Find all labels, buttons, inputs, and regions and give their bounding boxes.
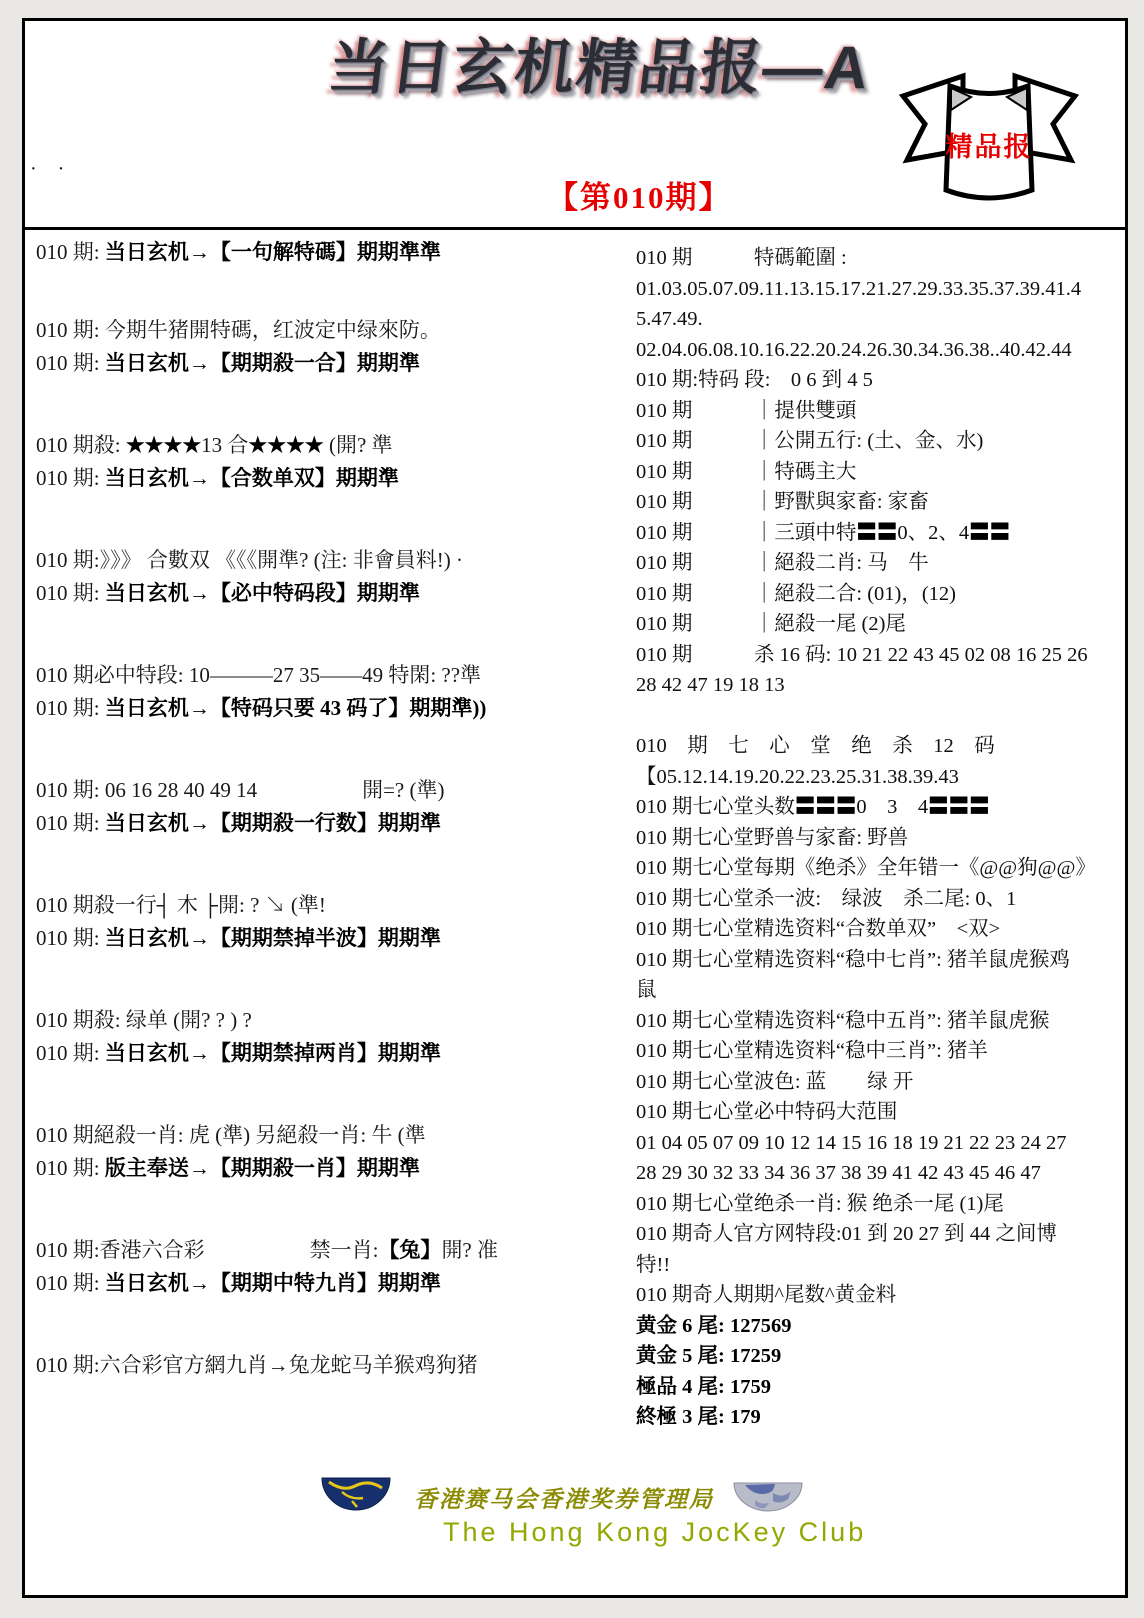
tip-text: 0 3 4 xyxy=(856,796,929,818)
tip-text: 28 29 30 32 33 34 36 37 38 39 41 42 43 45 46 47 xyxy=(636,1162,1041,1184)
tip-text: 010 期七心堂头数 xyxy=(636,796,795,818)
tip-line xyxy=(36,1234,622,1267)
tip-text: 010 期: 06 16 28 40 49 14 xyxy=(36,778,258,802)
tip-text-bold: 版主奉送→【期期殺一肖】期期準 xyxy=(104,1156,420,1180)
info-line xyxy=(636,274,1128,305)
footer xyxy=(0,1455,1144,1565)
tip-text: 28 42 47 19 18 13 xyxy=(636,674,785,696)
info-line xyxy=(636,1280,1128,1311)
tip-text: 010 期奇人官方网特段:01 到 20 27 到 44 之间博 xyxy=(636,1223,1057,1245)
tip-text: 01.03.05.07.09.11.13.15.17.21.27.29.33.35.37.39.41.4 xyxy=(636,277,1082,300)
tip-text: 010 期: 今期牛猪開特碼，红波定中绿來防。 xyxy=(36,318,441,342)
tip-line xyxy=(36,347,622,380)
tip-text-bold: 〓〓〓 xyxy=(794,796,857,818)
info-line xyxy=(636,1402,1128,1433)
info-line xyxy=(636,548,1128,579)
tip-text: 010 期殺一行┤ 木 ├開: ? ↘ (準! xyxy=(36,893,326,917)
info-line xyxy=(636,396,1128,427)
info-line xyxy=(636,1036,1128,1067)
tip-line xyxy=(36,692,622,725)
tip-line xyxy=(36,1037,622,1070)
tip-text-bold: ★★★★ xyxy=(125,433,202,457)
tip-line xyxy=(36,1349,622,1382)
tip-text: 010 期:六合彩官方網九肖→兔龙蛇马羊猴鸡狗猪 xyxy=(36,1353,478,1377)
tip-text: 010 期 ｜絕殺二肖: 马 牛 xyxy=(636,552,929,574)
tip-text-bold: 当日玄机→【期期禁掉两肖】期期準 xyxy=(104,1041,441,1065)
info-line xyxy=(636,945,1128,976)
tip-group xyxy=(36,774,622,840)
globe-icon xyxy=(733,1482,803,1512)
tip-text: 010 期: xyxy=(36,1271,105,1295)
hkjc-chinese-text: 香港赛马会香港奖券管理局 xyxy=(414,1487,714,1512)
tip-line xyxy=(36,659,622,692)
tip-group xyxy=(36,544,622,610)
tip-line xyxy=(36,429,622,462)
tip-text-bold: 終極 3 尾: 179 xyxy=(636,1406,761,1428)
tip-text: 010 期 ｜提供雙頭 xyxy=(636,399,857,422)
tip-text: 02.04.06.08.10.16.22.20.24.26.30.34.36.38..40.42.44 xyxy=(636,338,1072,361)
left-column xyxy=(36,236,622,1431)
info-line xyxy=(636,609,1128,640)
info-line xyxy=(636,457,1128,488)
tip-text: 010 期七心堂杀一波: 绿波 杀二尾: 0、1 xyxy=(636,887,1017,910)
tip-text: 010 期七心堂绝杀一肖: 猴 绝杀一尾 (1)尾 xyxy=(636,1192,1004,1215)
tip-text-bold: 〓〓 xyxy=(856,521,898,544)
info-line xyxy=(636,823,1128,854)
info-line xyxy=(636,1067,1128,1098)
tip-text: 010 期七心堂野兽与家畜: 野兽 xyxy=(636,826,909,849)
tip-text: 開? 准 xyxy=(441,1238,499,1262)
info-line xyxy=(636,853,1128,884)
info-line xyxy=(636,731,1128,762)
tip-text-bold: 当日玄机→【期期中特九肖】期期準 xyxy=(104,1271,441,1295)
info-line xyxy=(636,487,1128,518)
info-line xyxy=(636,365,1128,396)
info-line xyxy=(636,1158,1128,1189)
tip-line xyxy=(36,889,622,922)
tip-text: 010 期: xyxy=(36,926,105,950)
tip-text: 010 期 ｜絕殺二合: (01)，(12) xyxy=(636,582,957,605)
tip-text: 010 期: xyxy=(36,1156,105,1180)
tip-text: 13 合 xyxy=(201,433,249,457)
info-line xyxy=(636,701,1128,732)
tip-text: 010 期殺: xyxy=(36,433,126,457)
issue-number-label: 【第010期】 xyxy=(547,180,732,215)
tip-text-bold: 〓〓〓 xyxy=(928,796,990,818)
info-line xyxy=(636,1219,1128,1250)
tip-text-bold: 極品 4 尾: 1759 xyxy=(636,1375,771,1398)
tip-text: 010 期 七 心 堂 绝 杀 12 码 xyxy=(636,735,995,757)
tip-text: 010 期必中特段: 10———27 35——49 特閑: ??準 xyxy=(36,663,482,687)
tip-text: 010 期七心堂精选资料“稳中三肖”: 猪羊 xyxy=(636,1040,988,1062)
tip-text-bold: 当日玄机→【必中特码段】期期準 xyxy=(104,581,420,605)
tip-text-bold: 当日玄机→【特码只要 43 码了】期期準)) xyxy=(104,696,487,720)
tip-text: 010 期絕殺一肖: 虎 (準) 另絕殺一肖: 牛 (準 xyxy=(36,1123,426,1147)
tip-text: 010 期 杀 16 码: 10 21 22 43 45 02 08 16 25 26 xyxy=(636,643,1088,666)
tip-group xyxy=(36,236,622,269)
tip-text-bold: ★★★★ xyxy=(248,433,324,457)
tip-line xyxy=(36,774,622,807)
tip-text-bold: 当日玄机→【一句解特碼】期期準準 xyxy=(104,240,441,264)
tip-text: 010 期奇人期期^尾数^黄金料 xyxy=(636,1284,897,1306)
info-line xyxy=(636,792,1128,823)
info-line xyxy=(636,640,1128,671)
right-column xyxy=(636,243,1128,1433)
tip-text-bold: 【兔】 xyxy=(378,1238,442,1262)
tip-group xyxy=(36,1349,622,1382)
info-line xyxy=(636,1128,1128,1159)
tip-text-bold: 当日玄机→【合数单双】期期準 xyxy=(104,466,399,490)
hkjc-emblem-icon xyxy=(321,1477,391,1511)
tip-text-bold: 当日玄机→【期期禁掉半波】期期準 xyxy=(104,926,441,950)
info-line xyxy=(636,579,1128,610)
tip-group xyxy=(36,659,622,725)
tip-text: 010 期七心堂每期《绝杀》全年错一《@@狗@@》 xyxy=(636,857,1096,879)
info-line xyxy=(636,1006,1128,1037)
info-line xyxy=(636,304,1128,335)
tip-text: 010 期七心堂波色: 蓝 绿 开 xyxy=(636,1070,914,1093)
tip-text: 010 期七心堂必中特码大范围 xyxy=(636,1101,898,1123)
tip-group xyxy=(36,1004,622,1070)
tip-text-bold: 当日玄机→【期期殺一合】期期準 xyxy=(104,351,420,375)
tip-text-bold: 黄金 5 尾: 17259 xyxy=(636,1345,782,1367)
ribbon-badge-icon xyxy=(893,56,1085,218)
ribbon-banner-icon xyxy=(893,56,1085,218)
info-line xyxy=(636,1372,1128,1403)
tip-line xyxy=(36,807,622,840)
hkjc-english-text: The Hong Kong JocKey Club xyxy=(443,1517,867,1547)
tip-line xyxy=(36,1152,622,1185)
tip-text: 010 期:香港六合彩 xyxy=(36,1238,205,1262)
tip-line xyxy=(36,462,622,495)
info-line xyxy=(636,1250,1128,1281)
tip-line xyxy=(36,236,622,269)
tip-group xyxy=(36,889,622,955)
tip-text: 010 期 ｜絕殺一尾 (2)尾 xyxy=(636,613,906,635)
tip-text: 5.47.49. xyxy=(636,308,703,330)
tip-group xyxy=(36,1234,622,1300)
info-line xyxy=(636,762,1128,793)
tip-text: 【05.12.14.19.20.22.23.25.31.38.39.43 xyxy=(636,765,959,788)
info-line xyxy=(636,1189,1128,1220)
tip-text: 010 期: xyxy=(36,811,105,835)
badge-label: 精品报 xyxy=(945,132,1033,162)
tip-line xyxy=(36,1004,622,1037)
tip-line xyxy=(36,314,622,347)
info-line xyxy=(636,518,1128,549)
info-line xyxy=(636,914,1128,945)
tip-text: 特!! xyxy=(636,1253,671,1276)
info-line xyxy=(636,426,1128,457)
tip-group xyxy=(36,1119,622,1185)
tip-text: 010 期七心堂精选资料“合数单双” <双> xyxy=(636,918,1001,940)
tip-text: 01 04 05 07 09 10 12 14 15 16 18 19 21 22 23 24 27 xyxy=(636,1131,1067,1154)
tip-text: 010 期: xyxy=(36,240,105,264)
tip-text-bold: 黄金 6 尾: 127569 xyxy=(636,1314,792,1337)
tip-line xyxy=(36,544,622,577)
tip-text: 010 期七心堂精选资料“稳中五肖”: 猪羊鼠虎猴 xyxy=(636,1009,1050,1032)
tip-text: 010 期: xyxy=(36,581,105,605)
tip-text: 010 期: xyxy=(36,1041,105,1065)
info-line xyxy=(636,670,1128,701)
tip-text: 010 期 ｜三頭中特 xyxy=(636,521,857,544)
tip-text: 010 期:》》》 合數双 《《《開準? (注: 非會員料!) · xyxy=(36,548,463,572)
tip-text: 鼠 xyxy=(636,979,657,1001)
tip-text: 010 期 特碼範圍 : xyxy=(636,247,847,269)
tip-text-bold: 〓〓 xyxy=(969,521,1011,544)
info-line xyxy=(636,884,1128,915)
info-line xyxy=(636,1341,1128,1372)
tip-line xyxy=(36,922,622,955)
tip-text: 010 期 ｜野獸與家畜: 家畜 xyxy=(636,491,929,513)
tip-text: 010 期 ｜特碼主大 xyxy=(636,460,857,483)
tip-line xyxy=(36,1267,622,1300)
tip-group xyxy=(36,314,622,380)
tip-text: 010 期 ｜公開五行: (土、金、水) xyxy=(636,430,984,452)
tip-line xyxy=(36,1119,622,1152)
tip-text: 010 期殺: 绿单 (開? ? ) ? xyxy=(36,1008,252,1032)
tip-text: 010 期: xyxy=(36,696,105,720)
tip-text: 010 期: xyxy=(36,351,105,375)
header-divider xyxy=(22,227,1128,230)
info-line xyxy=(636,1311,1128,1342)
tip-text: 010 期: xyxy=(36,466,105,490)
tip-text: 010 期七心堂精选资料“稳中七肖”: 猪羊鼠虎猴鸡 xyxy=(636,948,1070,971)
info-line xyxy=(636,335,1128,366)
tip-text: (開? 準 xyxy=(323,433,393,457)
tip-group xyxy=(36,429,622,495)
tip-text: 禁一肖: xyxy=(204,1238,379,1262)
tip-text: 010 期:特码 段: 0 6 到 4 5 xyxy=(636,369,873,391)
info-line xyxy=(636,975,1128,1006)
info-line xyxy=(636,1097,1128,1128)
page-title: 当日玄机精品报—A xyxy=(324,34,875,101)
tip-text: 0、2、4 xyxy=(897,521,970,544)
tip-text: 開=? (準) xyxy=(257,778,445,802)
tip-text-bold: 当日玄机→【期期殺一行数】期期準 xyxy=(104,811,441,835)
info-line xyxy=(636,243,1128,274)
tip-line xyxy=(36,577,622,610)
corner-marks: · · xyxy=(30,158,73,180)
